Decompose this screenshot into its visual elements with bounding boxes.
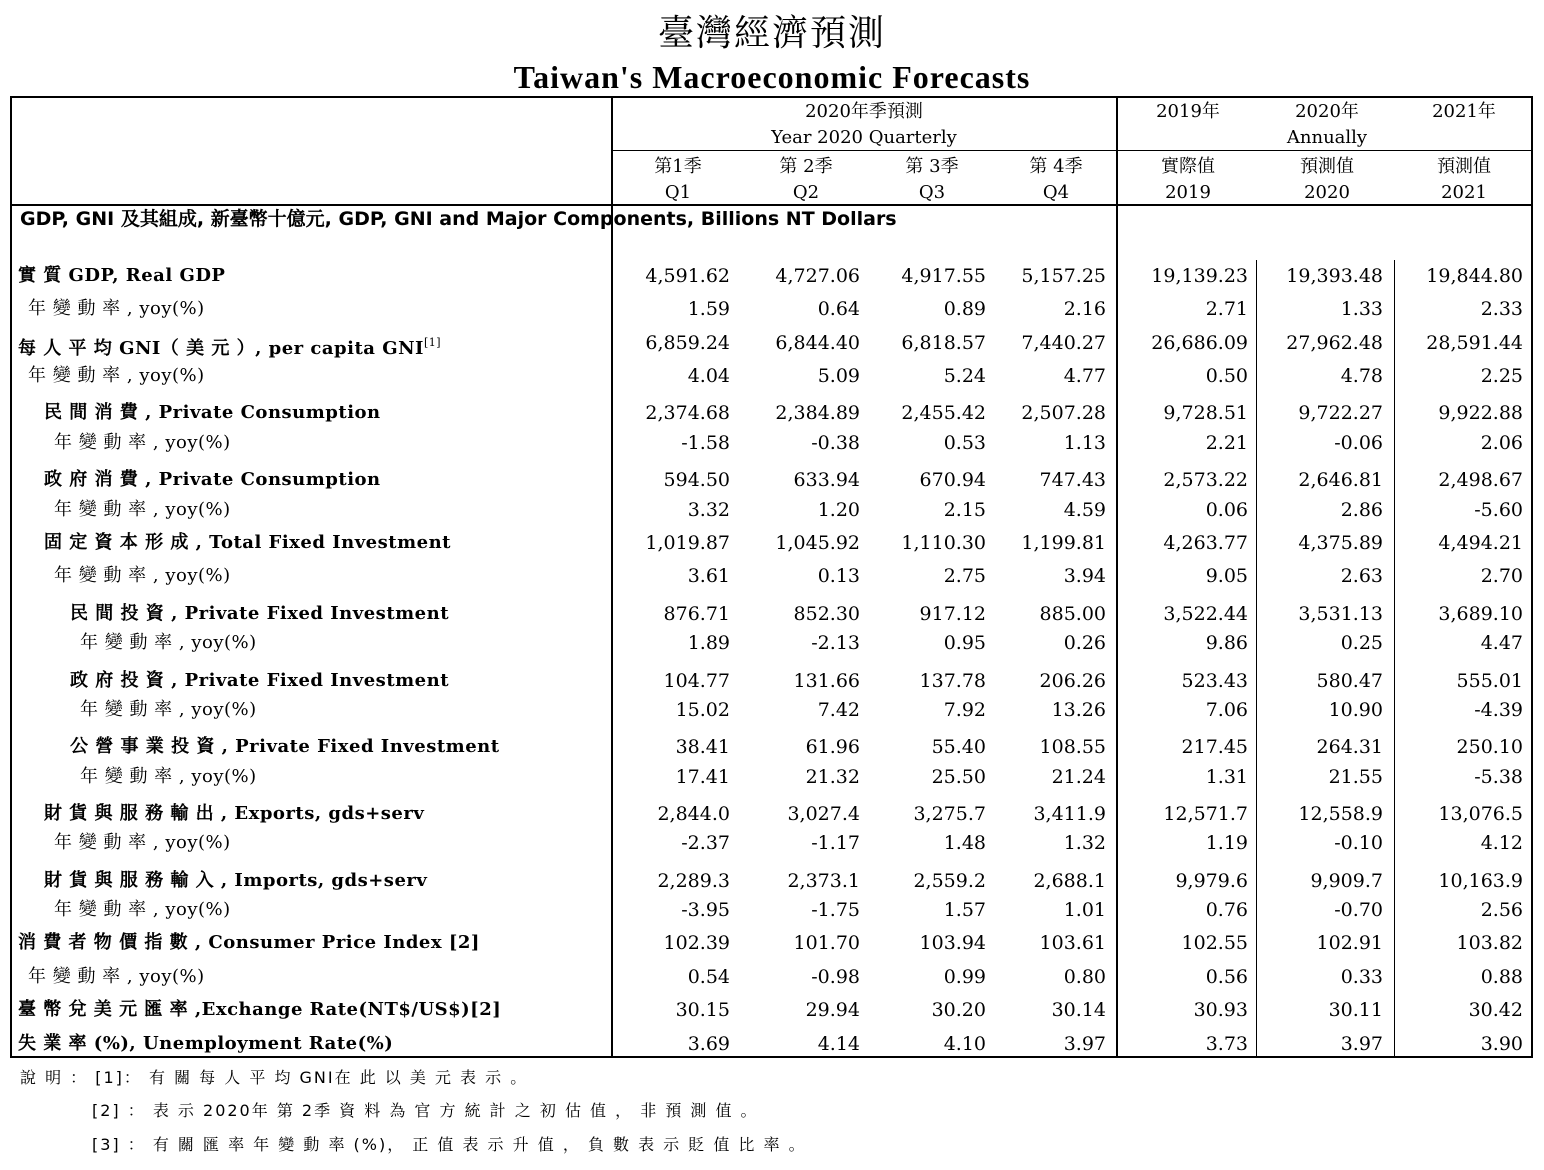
table-cell: 633.94 bbox=[793, 469, 860, 491]
table-cell: 27,962.48 bbox=[1286, 332, 1383, 354]
row-label bbox=[44, 868, 427, 894]
table-cell: 1.19 bbox=[1205, 832, 1248, 854]
table-cell: 1,199.81 bbox=[1021, 532, 1106, 554]
note-2: [2] ： 表 示 2020年 第 2季 資 料 為 官 方 統 計 之 初 估 值 ， 非 預 測 值 。 bbox=[92, 1101, 759, 1120]
table-cell: 3,275.7 bbox=[913, 803, 986, 825]
row-label bbox=[54, 497, 231, 523]
row-label-text: 每 人 平 均 GNI（ 美 元 ）, per capita GNI bbox=[18, 338, 424, 359]
annual-year-2021: 2021 bbox=[1441, 182, 1487, 203]
table-cell: 9,909.7 bbox=[1310, 870, 1383, 892]
table-cell: 0.80 bbox=[1063, 966, 1106, 988]
table-cell: 19,393.48 bbox=[1286, 265, 1383, 287]
table-cell: 101.70 bbox=[793, 932, 860, 954]
row-label bbox=[44, 801, 424, 827]
table-cell: 3.97 bbox=[1063, 1033, 1106, 1055]
table-cell: 5.24 bbox=[943, 365, 986, 387]
table-cell: 9.86 bbox=[1205, 632, 1248, 654]
table-cell: 30.15 bbox=[675, 999, 730, 1021]
table-cell: 7.42 bbox=[817, 699, 860, 721]
annual-year-2019: 2019 bbox=[1165, 182, 1211, 203]
header-divider bbox=[612, 150, 1533, 151]
table-cell: 2.25 bbox=[1480, 365, 1523, 387]
table-cell: 206.26 bbox=[1039, 670, 1106, 692]
table-cell: 102.39 bbox=[663, 932, 730, 954]
table-cell: 2,289.3 bbox=[657, 870, 730, 892]
table-cell: -0.10 bbox=[1334, 832, 1383, 854]
row-label bbox=[44, 400, 381, 426]
table-cell: 9,922.88 bbox=[1438, 402, 1523, 424]
table-cell: 13.26 bbox=[1051, 699, 1106, 721]
page-title-zh: 臺灣經濟預測 bbox=[657, 13, 886, 54]
table-cell: 4.10 bbox=[943, 1033, 986, 1055]
table-cell: 102.91 bbox=[1316, 932, 1383, 954]
table-cell: 264.31 bbox=[1316, 736, 1383, 758]
table-cell: 131.66 bbox=[793, 670, 860, 692]
table-cell: 15.02 bbox=[675, 699, 730, 721]
table-cell: 6,859.24 bbox=[645, 332, 730, 354]
table-cell: 1,019.87 bbox=[645, 532, 730, 554]
table-cell: 1.48 bbox=[943, 832, 986, 854]
table-cell: -5.38 bbox=[1474, 766, 1523, 788]
table-cell: -0.38 bbox=[811, 432, 860, 454]
table-cell: 137.78 bbox=[919, 670, 986, 692]
table-cell: 1.57 bbox=[943, 899, 986, 921]
row-label-text: 失 業 率 (%), Unemployment Rate(%) bbox=[18, 1033, 394, 1054]
table-cell: 6,818.57 bbox=[901, 332, 986, 354]
row-label bbox=[18, 263, 225, 289]
table-cell: 2.56 bbox=[1480, 899, 1523, 921]
quarter-q1-zh: 第1季 bbox=[654, 156, 702, 177]
table-cell: 19,844.80 bbox=[1426, 265, 1523, 287]
row-label-text: 年 變 動 率 , yoy(%) bbox=[54, 832, 231, 853]
row-label-text: 財 貨 與 服 務 輸 出 , Exports, gds+serv bbox=[44, 803, 425, 824]
table-cell: 2,374.68 bbox=[645, 402, 730, 424]
table-cell: 5,157.25 bbox=[1021, 265, 1106, 287]
row-label bbox=[18, 1031, 393, 1057]
table-cell: 2,646.81 bbox=[1298, 469, 1383, 491]
table-cell: 2,455.42 bbox=[901, 402, 986, 424]
table-cell: 29.94 bbox=[805, 999, 860, 1021]
table-cell: 4.14 bbox=[817, 1033, 860, 1055]
table-cell: 1.31 bbox=[1205, 766, 1248, 788]
row-label-text: 公 營 事 業 投 資 , Private Fixed Investment bbox=[70, 736, 500, 757]
table-cell: 3.32 bbox=[687, 499, 730, 521]
table-cell: 1,045.92 bbox=[775, 532, 860, 554]
table-cell: 3,531.13 bbox=[1298, 603, 1383, 625]
quarter-q2-zh: 第 2季 bbox=[779, 156, 833, 177]
table-cell: 747.43 bbox=[1039, 469, 1106, 491]
row-label bbox=[80, 630, 257, 656]
table-cell: 670.94 bbox=[919, 469, 986, 491]
table-cell: 17.41 bbox=[675, 766, 730, 788]
table-cell: 0.26 bbox=[1063, 632, 1106, 654]
quarter-q4-zh: 第 4季 bbox=[1029, 156, 1083, 177]
table-cell: 2.33 bbox=[1480, 298, 1523, 320]
row-label-text: 年 變 動 率 , yoy(%) bbox=[54, 432, 231, 453]
table-cell: 12,558.9 bbox=[1298, 803, 1383, 825]
table-cell: 26,686.09 bbox=[1151, 332, 1248, 354]
table-cell: 7.06 bbox=[1205, 699, 1248, 721]
table-cell: 21.24 bbox=[1051, 766, 1106, 788]
table-cell: 0.88 bbox=[1480, 966, 1523, 988]
row-label-text: 消 費 者 物 價 指 數 , Consumer Price Index [2] bbox=[18, 932, 480, 953]
annually-header: Annually bbox=[1286, 127, 1368, 148]
row-label-text: 年 變 動 率 , yoy(%) bbox=[28, 365, 205, 386]
table-cell: 0.25 bbox=[1340, 632, 1383, 654]
table-cell: 852.30 bbox=[793, 603, 860, 625]
table-cell: 3,522.44 bbox=[1163, 603, 1248, 625]
table-cell: 594.50 bbox=[663, 469, 730, 491]
table-cell: 102.55 bbox=[1181, 932, 1248, 954]
table-cell: 25.50 bbox=[931, 766, 986, 788]
table-cell: 0.64 bbox=[817, 298, 860, 320]
table-cell: 217.45 bbox=[1181, 736, 1248, 758]
row-label bbox=[54, 830, 231, 856]
table-cell: 0.95 bbox=[943, 632, 986, 654]
note-3: [3] ： 有 關 匯 率 年 變 動 率 (%)， 正 值 表 示 升 值 ， 負 數 表 示 貶 值 比 率 。 bbox=[92, 1135, 807, 1154]
table-cell: 28,591.44 bbox=[1426, 332, 1523, 354]
table-cell: 4,375.89 bbox=[1298, 532, 1383, 554]
table-cell: 3,411.9 bbox=[1033, 803, 1106, 825]
table-cell: 0.54 bbox=[687, 966, 730, 988]
table-cell: 2.16 bbox=[1063, 298, 1106, 320]
row-label-text: 實 質 GDP, Real GDP bbox=[18, 265, 226, 286]
table-cell: 30.42 bbox=[1468, 999, 1523, 1021]
row-label bbox=[80, 697, 257, 723]
table-cell: 1.32 bbox=[1063, 832, 1106, 854]
table-cell: 0.13 bbox=[817, 565, 860, 587]
table-cell: 0.76 bbox=[1205, 899, 1248, 921]
table-cell: 2,573.22 bbox=[1163, 469, 1248, 491]
quarter-q4-en: Q4 bbox=[1042, 182, 1070, 203]
row-label-text: 財 貨 與 服 務 輸 入 , Imports, gds+serv bbox=[44, 870, 428, 891]
table-cell: 4.59 bbox=[1063, 499, 1106, 521]
row-label bbox=[80, 764, 257, 790]
annual-type-2021: 預測值 bbox=[1437, 156, 1491, 177]
table-cell: -1.17 bbox=[811, 832, 860, 854]
table-cell: 917.12 bbox=[919, 603, 986, 625]
table-cell: 1.33 bbox=[1340, 298, 1383, 320]
annual-header-2020: 2020年 bbox=[1295, 101, 1359, 122]
table-cell: 4,727.06 bbox=[775, 265, 860, 287]
table-cell: 2,384.89 bbox=[775, 402, 860, 424]
row-label bbox=[44, 467, 381, 493]
table-cell: 10,163.9 bbox=[1438, 870, 1523, 892]
table-cell: 7.92 bbox=[943, 699, 986, 721]
row-label bbox=[28, 964, 205, 990]
row-label-text: 年 變 動 率 , yoy(%) bbox=[80, 766, 257, 787]
table-cell: 0.89 bbox=[943, 298, 986, 320]
table-cell: 30.93 bbox=[1193, 999, 1248, 1021]
table-cell: 555.01 bbox=[1456, 670, 1523, 692]
table-cell: 3.90 bbox=[1480, 1033, 1523, 1055]
quarter-q1-en: Q1 bbox=[664, 182, 692, 203]
table-cell: 4.77 bbox=[1063, 365, 1106, 387]
table-cell: 3.97 bbox=[1340, 1033, 1383, 1055]
annual-header-2021: 2021年 bbox=[1432, 101, 1496, 122]
table-cell: 0.56 bbox=[1205, 966, 1248, 988]
row-label-text: 年 變 動 率 , yoy(%) bbox=[80, 699, 257, 720]
table-cell: 1,110.30 bbox=[901, 532, 986, 554]
table-cell: -3.95 bbox=[681, 899, 730, 921]
table-cell: 4.12 bbox=[1480, 832, 1523, 854]
table-cell: 5.09 bbox=[817, 365, 860, 387]
table-cell: -1.75 bbox=[811, 899, 860, 921]
table-cell: 103.94 bbox=[919, 932, 986, 954]
row-label bbox=[70, 601, 449, 627]
table-cell: 523.43 bbox=[1181, 670, 1248, 692]
table-cell: 1.20 bbox=[817, 499, 860, 521]
table-cell: 4.78 bbox=[1340, 365, 1383, 387]
row-label bbox=[28, 363, 205, 389]
table-cell: 2.70 bbox=[1480, 565, 1523, 587]
table-cell: 1.01 bbox=[1063, 899, 1106, 921]
row-label bbox=[18, 997, 501, 1023]
table-cell: -5.60 bbox=[1474, 499, 1523, 521]
row-label-text: 年 變 動 率 , yoy(%) bbox=[54, 565, 231, 586]
row-label-text: 年 變 動 率 , yoy(%) bbox=[54, 499, 231, 520]
annual-header-2019: 2019年 bbox=[1156, 101, 1220, 122]
quarterly-header-zh: 2020年季預測 bbox=[805, 101, 923, 122]
quarterly-header-en: Year 2020 Quarterly bbox=[771, 127, 957, 148]
table-cell: 876.71 bbox=[663, 603, 730, 625]
row-label bbox=[54, 563, 231, 589]
row-label-text: 年 變 動 率 , yoy(%) bbox=[28, 298, 205, 319]
table-cell: 4,591.62 bbox=[645, 265, 730, 287]
row-label bbox=[18, 930, 480, 956]
quarter-q3-en: Q3 bbox=[918, 182, 946, 203]
table-cell: 2,373.1 bbox=[787, 870, 860, 892]
table-cell: -2.37 bbox=[681, 832, 730, 854]
table-cell: 55.40 bbox=[931, 736, 986, 758]
quarter-q3-zh: 第 3季 bbox=[905, 156, 959, 177]
table-cell: 3.73 bbox=[1205, 1033, 1248, 1055]
table-cell: 885.00 bbox=[1039, 603, 1106, 625]
row-label-text: 臺 幣 兌 美 元 匯 率 ,Exchange Rate(NT$/US$)[2] bbox=[18, 999, 502, 1020]
table-cell: 3,027.4 bbox=[787, 803, 860, 825]
table-cell: 9,728.51 bbox=[1163, 402, 1248, 424]
annual-type-2020: 預測值 bbox=[1300, 156, 1354, 177]
row-label-text: 政 府 投 資 , Private Fixed Investment bbox=[70, 670, 450, 691]
table-cell: 0.06 bbox=[1205, 499, 1248, 521]
table-cell: 2,688.1 bbox=[1033, 870, 1106, 892]
table-cell: 9,722.27 bbox=[1298, 402, 1383, 424]
row-label-text: 民 間 投 資 , Private Fixed Investment bbox=[70, 603, 450, 624]
table-cell: -0.98 bbox=[811, 966, 860, 988]
table-cell: 0.33 bbox=[1340, 966, 1383, 988]
row-label bbox=[70, 734, 500, 760]
table-cell: 0.50 bbox=[1205, 365, 1248, 387]
table-cell: 103.61 bbox=[1039, 932, 1106, 954]
table-cell: 4,917.55 bbox=[901, 265, 986, 287]
table-cell: 2.21 bbox=[1205, 432, 1248, 454]
row-label-text: 政 府 消 費 , Private Consumption bbox=[44, 469, 381, 490]
table-cell: -2.13 bbox=[811, 632, 860, 654]
table-cell: -4.39 bbox=[1474, 699, 1523, 721]
table-cell: 4.04 bbox=[687, 365, 730, 387]
table-cell: 30.14 bbox=[1051, 999, 1106, 1021]
table-cell: 2,844.0 bbox=[657, 803, 730, 825]
table-cell: 104.77 bbox=[663, 670, 730, 692]
table-cell: -1.58 bbox=[681, 432, 730, 454]
table-cell: 250.10 bbox=[1456, 736, 1523, 758]
row-label bbox=[70, 668, 449, 694]
row-label-text: 年 變 動 率 , yoy(%) bbox=[80, 632, 257, 653]
table-cell: 103.82 bbox=[1456, 932, 1523, 954]
annual-type-2019: 實際值 bbox=[1161, 156, 1215, 177]
table-cell: 2.06 bbox=[1480, 432, 1523, 454]
table-cell: 3,689.10 bbox=[1438, 603, 1523, 625]
table-cell: 7,440.27 bbox=[1021, 332, 1106, 354]
row-label bbox=[28, 296, 205, 322]
table-cell: 61.96 bbox=[805, 736, 860, 758]
table-cell: 3.61 bbox=[687, 565, 730, 587]
footnote-marker: [1] bbox=[423, 336, 442, 349]
table-cell: 9,979.6 bbox=[1175, 870, 1248, 892]
table-cell: 0.53 bbox=[943, 432, 986, 454]
table-cell: 21.55 bbox=[1328, 766, 1383, 788]
table-cell: 4.47 bbox=[1480, 632, 1523, 654]
table-cell: 9.05 bbox=[1205, 565, 1248, 587]
table-cell: -0.70 bbox=[1334, 899, 1383, 921]
annual-year-2020: 2020 bbox=[1304, 182, 1350, 203]
table-cell: 2.15 bbox=[943, 499, 986, 521]
table-cell: -0.06 bbox=[1334, 432, 1383, 454]
table-cell: 6,844.40 bbox=[775, 332, 860, 354]
table-cell: 21.32 bbox=[805, 766, 860, 788]
table-cell: 38.41 bbox=[675, 736, 730, 758]
table-cell: 19,139.23 bbox=[1151, 265, 1248, 287]
table-cell: 2,559.2 bbox=[913, 870, 986, 892]
table-cell: 1.13 bbox=[1063, 432, 1106, 454]
table-cell: 30.20 bbox=[931, 999, 986, 1021]
table-cell: 2.75 bbox=[943, 565, 986, 587]
row-label-text: 固 定 資 本 形 成 , Total Fixed Investment bbox=[44, 532, 451, 553]
row-label-text: 年 變 動 率 , yoy(%) bbox=[54, 899, 231, 920]
table-cell: 2.63 bbox=[1340, 565, 1383, 587]
row-label bbox=[44, 530, 451, 556]
table-cell: 1.89 bbox=[687, 632, 730, 654]
table-cell: 580.47 bbox=[1316, 670, 1383, 692]
row-label bbox=[54, 430, 231, 456]
row-label bbox=[18, 330, 441, 362]
quarter-q2-en: Q2 bbox=[792, 182, 820, 203]
row-label-text: 年 變 動 率 , yoy(%) bbox=[28, 966, 205, 987]
table-cell: 2,498.67 bbox=[1438, 469, 1523, 491]
row-label-text: 民 間 消 費 , Private Consumption bbox=[44, 402, 381, 423]
note-1: 說 明 ： [1]： 有 關 每 人 平 均 GNI在 此 以 美 元 表 示 。 bbox=[20, 1068, 529, 1087]
table-cell: 10.90 bbox=[1328, 699, 1383, 721]
table-cell: 3.69 bbox=[687, 1033, 730, 1055]
table-cell: 13,076.5 bbox=[1438, 803, 1523, 825]
table-cell: 2.86 bbox=[1340, 499, 1383, 521]
table-cell: 1.59 bbox=[687, 298, 730, 320]
table-cell: 0.99 bbox=[943, 966, 986, 988]
table-cell: 2,507.28 bbox=[1021, 402, 1106, 424]
table-cell: 4,494.21 bbox=[1438, 532, 1523, 554]
table-cell: 12,571.7 bbox=[1163, 803, 1248, 825]
table-cell: 3.94 bbox=[1063, 565, 1106, 587]
section-title: GDP, GNI 及其組成, 新臺幣十億元, GDP, GNI and Major Components, Billions NT Dollars bbox=[20, 208, 897, 230]
table-cell: 2.71 bbox=[1205, 298, 1248, 320]
page-title-en: Taiwan's Macroeconomic Forecasts bbox=[513, 59, 1031, 95]
table-cell: 30.11 bbox=[1328, 999, 1383, 1021]
table-cell: 108.55 bbox=[1039, 736, 1106, 758]
row-label bbox=[54, 897, 231, 923]
table-cell: 4,263.77 bbox=[1163, 532, 1248, 554]
